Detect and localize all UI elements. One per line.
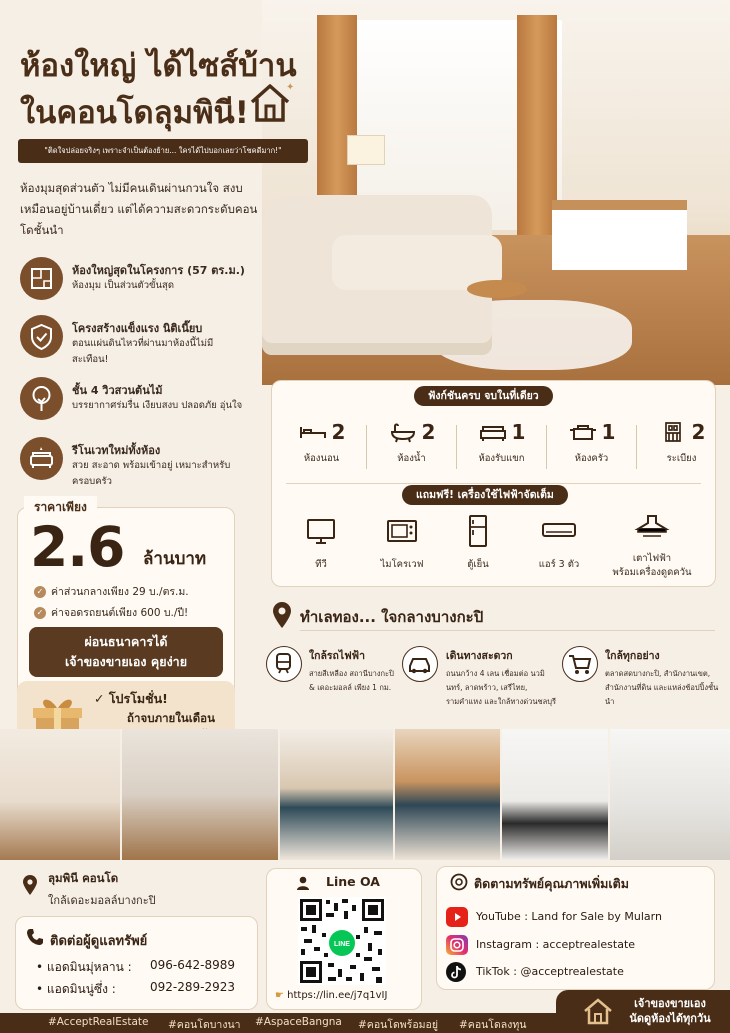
- feature-item: [20, 437, 245, 492]
- feature-title: โครงสร้างแข็งแรง นิติเนี๊ยบ: [72, 322, 203, 335]
- hashtag: #คอนโดพร้อมอยู่: [358, 1019, 439, 1031]
- room-item-balcony: [637, 418, 726, 466]
- facilities-header: ฟังก์ชันครบ จบในที่เดียว: [414, 386, 553, 406]
- appliance-label: เตาไฟฟ้า พร้อมเครื่องดูดควัน: [612, 553, 692, 578]
- quote-banner: "ติดใจปล่อยจริงๆ เพราะจำเป็นต้องย้าย... ใครได้ไปบอกเลยว่าโชคดีมาก!": [18, 139, 308, 163]
- car-icon: [402, 646, 438, 682]
- room-photo: [502, 729, 610, 860]
- address-line2: ใกล้เดอะมอลล์บางกะปิ: [48, 894, 156, 907]
- location-title: ทำเลทอง... ใจกลางบางกะปิ: [300, 608, 484, 626]
- feature-desc: บรรยากาศร่มรื่น เงียบสงบ ปลอดภัย อุ่นใจ: [72, 400, 243, 411]
- feature-desc: ตอนแผ่นดินไหวที่ผ่านมาห้องนี้ไม่มีสะเทือน!: [72, 338, 214, 365]
- appliance-item-tv: [281, 514, 361, 572]
- free-appliances-header: แถมฟรี! เครื่องใช้ไฟฟ้าจัดเต็ม: [402, 485, 568, 505]
- room-label: ห้องรับแขก: [478, 453, 525, 464]
- price-unit: ล้านบาท: [143, 549, 207, 569]
- contact-name: แอดมินนู่ซึ่ง :: [46, 982, 116, 996]
- social-link-instagram[interactable]: Instagram : acceptrealestate: [446, 935, 706, 957]
- location-item-desc: ถนนกว้าง 4 เลน เชื่อมต่อ นวมินทร์, ลาดพร้าว, เสรีไทย, รามคำแหง และใกล้ทางด่วนชลบุรี: [446, 669, 556, 706]
- phone-icon: [26, 928, 44, 946]
- svg-text:✦: ✦: [286, 82, 294, 93]
- feature-title: ชั้น 4 วิวสวนต้นไม้: [72, 384, 163, 397]
- price-check-item: [34, 583, 189, 600]
- map-pin-icon: [271, 601, 293, 629]
- feature-desc: ห้องมุม เป็นส่วนตัวขั้นสุด: [72, 280, 175, 291]
- check-text: ค่าจอดรถยนต์เพียง 600 บ./ปี!: [51, 607, 189, 619]
- floorplan-icon: [20, 257, 63, 300]
- appliance-item-fridge: [438, 514, 518, 572]
- price-label: ราคาเพียง: [24, 496, 97, 518]
- promo-text: ถ้าจบภายในเดือน: [127, 711, 215, 725]
- feature-title: ห้องใหญ่สุดในโครงการ (57 ตร.ม.): [72, 264, 245, 277]
- room-count: 2: [691, 420, 706, 444]
- hashtag: #AcceptRealEstate: [48, 1016, 149, 1028]
- price-check-item: [34, 604, 188, 621]
- feature-item: [20, 315, 245, 370]
- hashtag: #คอนโดบางนา: [168, 1019, 241, 1031]
- pointing-hand-icon: ☛: [275, 990, 284, 1001]
- tv-icon: [304, 514, 338, 548]
- appliance-item-stove-hood: [602, 514, 702, 580]
- location-item-title: เดินทางสะดวก: [446, 650, 513, 662]
- contact-row: • แอดมินมุ่หลาน : 096-642-8989: [36, 958, 236, 974]
- check-icon: ✓: [34, 586, 46, 598]
- shield-check-icon: [20, 315, 63, 358]
- room-photo: [395, 729, 502, 860]
- check-icon: ✓: [34, 607, 46, 619]
- tree-icon: [20, 377, 63, 420]
- room-label: ระเบียง: [666, 453, 697, 464]
- appliance-label: ทีวี: [315, 559, 327, 570]
- intro-text: ห้องมุมสุดส่วนตัว ไม่มีคนเดินผ่านกวนใจ สงบเหมือนอยู่บ้านเดี่ยว แต่ได้ความสะดวกระดับคอนโดชั้นนำ: [20, 181, 258, 237]
- hero-living-room-photo: [262, 0, 730, 385]
- line-oa-title: Line OA: [326, 874, 380, 889]
- bank-line2: เจ้าของขายเอง คุยง่าย: [64, 654, 188, 669]
- cart-icon: [562, 646, 598, 682]
- social-link-tiktok[interactable]: TikTok : @acceptrealestate: [446, 962, 706, 984]
- room-photo: [610, 729, 730, 860]
- room-count: 2: [331, 420, 346, 444]
- price-value: 2.6: [30, 515, 125, 579]
- appliance-label: ตู้เย็น: [467, 559, 489, 570]
- room-count: 1: [601, 420, 616, 444]
- tiktok-icon: [446, 962, 466, 982]
- globe-icon: [450, 873, 468, 891]
- map-pin-icon: [22, 874, 38, 896]
- bank-line1: ผ่อนธนาคารได้: [84, 634, 168, 649]
- contact-row: • แอดมินนู่ซึ่ง : 092-289-2923: [36, 980, 236, 996]
- location-item-desc: สายสีเหลือง สถานีบางกะปิ & เดอะมอลล์ เพียง 1 กม.: [309, 669, 394, 692]
- room-item-living-room: [457, 418, 546, 466]
- appliance-label: ไมโครเวฟ: [380, 559, 424, 570]
- room-photo-strip: [0, 729, 730, 860]
- aircon-icon: [536, 514, 582, 548]
- bathtub-icon: [388, 421, 418, 443]
- divider: [286, 483, 701, 484]
- headline-line1: ห้องใหญ่ ได้ไซส์บ้าน: [20, 48, 297, 84]
- microwave-icon: [385, 514, 419, 548]
- stove-hood-icon: [631, 514, 673, 548]
- hashtag: #AspaceBangna: [255, 1016, 342, 1028]
- person-icon: [296, 876, 310, 890]
- room-label: ห้องน้ำ: [397, 453, 426, 464]
- check-text: ค่าส่วนกลางเพียง 29 บ./ตร.ม.: [51, 586, 189, 598]
- armchair-icon: [478, 421, 508, 443]
- room-label: ห้องครัว: [574, 453, 609, 464]
- room-item-bathroom: [367, 418, 456, 466]
- address-line1: ลุมพินี คอนโด: [48, 871, 119, 885]
- feature-desc: สวย สะอาด พร้อมเข้าอยู่ เหมาะสำหรับครอบครัว: [72, 460, 231, 487]
- line-qr-code[interactable]: [298, 897, 386, 985]
- social-title: ติดตามทรัพย์คุณภาพเพิ่มเติม: [474, 876, 629, 891]
- feature-item: [20, 257, 245, 302]
- balcony-icon: [658, 421, 688, 443]
- appliance-item-microwave: [362, 514, 442, 572]
- location-item-desc: ตลาดสดบางกะปิ, สำนักงานเขต, สำนักงานที่ดิน และแหล่งช้อปปิ้งชั้นนำ: [605, 669, 719, 706]
- room-count: 1: [511, 420, 526, 444]
- phone-number-link[interactable]: 096-642-8989: [150, 958, 236, 972]
- location-item-title: ใกล้ทุกอย่าง: [605, 650, 660, 662]
- divider: [300, 630, 715, 631]
- sofa-icon: [20, 437, 63, 480]
- promo-title: ✓ โปรโมชั่น!: [94, 691, 168, 706]
- pot-icon: [568, 421, 598, 443]
- headline-line2: ในคอนโดลุมพินี!: [20, 95, 249, 131]
- phone-number-link[interactable]: 092-289-2923: [150, 980, 236, 994]
- room-photo: [122, 729, 280, 860]
- house-icon: [582, 996, 614, 1026]
- line-logo-text: LINE: [334, 941, 350, 948]
- location-item-title: ใกล้รถไฟฟ้า: [309, 650, 365, 662]
- room-photo: [280, 729, 395, 860]
- feature-item: [20, 377, 245, 432]
- hashtag: #คอนโดลงทุน: [459, 1019, 527, 1031]
- instagram-icon: [446, 935, 468, 955]
- room-item-bedroom: [277, 418, 366, 466]
- appliance-label: แอร์ 3 ตัว: [538, 559, 580, 570]
- room-item-kitchen: [547, 418, 636, 466]
- train-icon: [266, 646, 302, 682]
- youtube-icon: [446, 907, 468, 927]
- owner-badge-text: เจ้าของขายเอง นัดดูห้องได้ทุกวัน: [629, 997, 711, 1025]
- room-photo: [0, 729, 122, 860]
- room-count: 2: [421, 420, 436, 444]
- feature-title: รีโนเวทใหม่ทั้งห้อง: [72, 444, 161, 457]
- social-link-youtube[interactable]: YouTube : Land for Sale by Mularn: [446, 907, 706, 929]
- bank-loan-banner: [29, 627, 223, 677]
- line-url-link[interactable]: ☛ https://lin.ee/j7q1vIJ: [275, 990, 388, 1001]
- contact-title: ติดต่อผู้ดูแลทรัพย์: [50, 934, 148, 949]
- contact-name: แอดมินมุ่หลาน :: [46, 960, 132, 974]
- fridge-icon: [461, 514, 495, 548]
- house-icon: [246, 80, 294, 124]
- appliance-item-aircon: [519, 514, 599, 572]
- room-label: ห้องนอน: [303, 453, 340, 464]
- bed-icon: [298, 421, 328, 443]
